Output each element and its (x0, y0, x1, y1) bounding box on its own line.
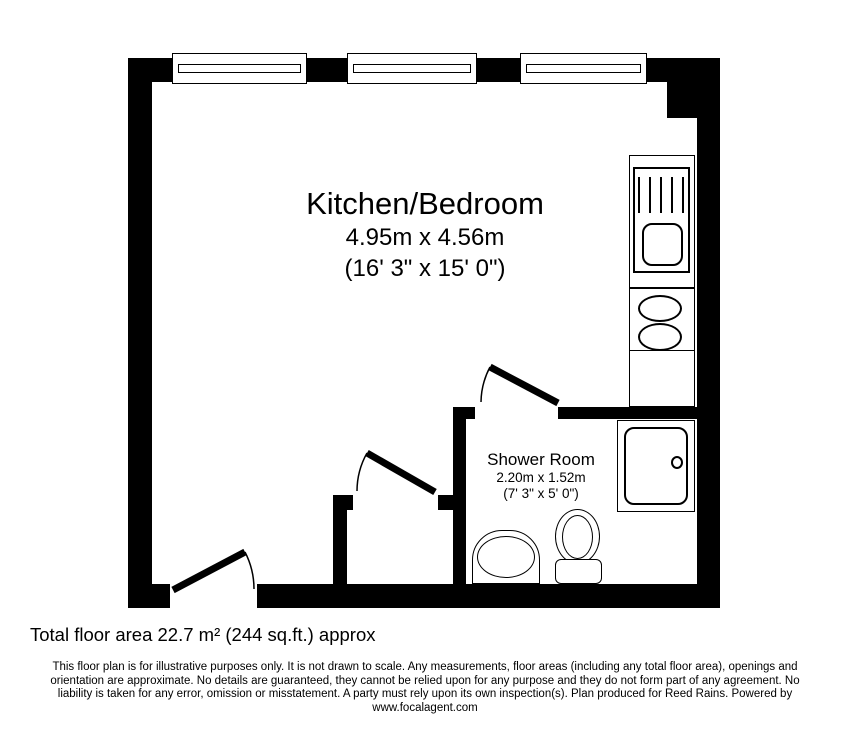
disclaimer-line: This floor plan is for illustrative purposes only. It is not drawn to scale. Any measurements, floor areas (including any total floor area), openings and (52, 661, 798, 673)
window-pane (526, 64, 641, 73)
wall-corner-step (667, 82, 697, 118)
wall-lobby-jamb (347, 495, 353, 510)
shower-door-swing-arc (481, 367, 490, 402)
wall-shower-left (453, 407, 466, 585)
lobby-door-icon (367, 453, 435, 492)
hob-burner-icon (638, 323, 682, 351)
entrance-door-icon (173, 552, 245, 590)
window-icon (520, 53, 647, 84)
wall-top-segment (128, 58, 172, 82)
room-size-imperial: (16' 3" x 15' 0") (344, 255, 506, 282)
toilet-cistern-icon (555, 559, 602, 584)
room-size-metric: 2.20m x 1.52m (496, 470, 586, 485)
entrance-door-swing-arc (245, 552, 254, 589)
kitchen-counter (629, 350, 695, 407)
wall-left (128, 58, 152, 608)
window-icon (172, 53, 307, 84)
window-icon (347, 53, 477, 84)
wall-top-segment (307, 58, 347, 82)
disclaimer-line: liability is taken for any error, omission or misstatement. A party must rely upon its own inspection(s). Plan produced for Reed Rains. Powered by (57, 688, 793, 701)
room-name: Kitchen/Bedroom (306, 186, 544, 221)
shower-door-icon (490, 367, 558, 403)
wall-bottom-segment (257, 584, 720, 608)
room-size-metric: 4.95m x 4.56m (345, 224, 505, 251)
wall-shower-top (558, 407, 697, 419)
total-floor-area: Total floor area 22.7 m² (244 sq.ft.) approx (30, 624, 376, 645)
room-size-imperial: (7' 3" x 5' 0") (503, 486, 579, 501)
wall-top-segment (477, 58, 520, 82)
shower-drain-icon (671, 456, 683, 469)
toilet-bowl-inner (562, 515, 593, 559)
room-name: Shower Room (487, 450, 595, 469)
kitchen-bedroom-label (175, 186, 675, 284)
wall-lobby-jamb (438, 495, 453, 510)
disclaimer-line: www.focalagent.com (372, 701, 478, 714)
wall-top-segment (647, 58, 720, 82)
disclaimer (0, 661, 850, 715)
window-pane (353, 64, 471, 73)
hob-burner-icon (638, 295, 682, 322)
shower-room-label (466, 450, 616, 502)
wall-lobby-left (333, 495, 347, 585)
wall-bottom-segment (128, 584, 170, 608)
basin-bowl-inner (477, 536, 535, 578)
window-pane (178, 64, 301, 73)
wall-right (697, 58, 720, 608)
lobby-door-swing-arc (357, 453, 367, 491)
disclaimer-line: orientation are approximate. No details are guaranteed, they cannot be relied upon for any purpose and they do not form part of any agreement. No (50, 674, 800, 687)
